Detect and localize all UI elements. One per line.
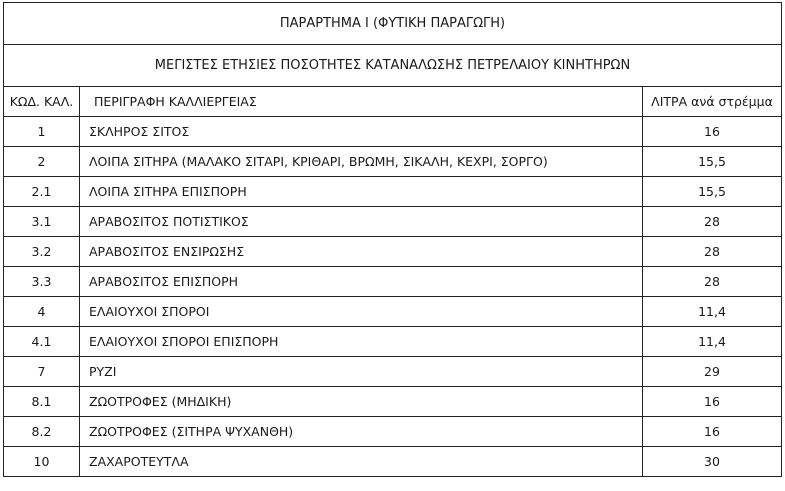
fuel-consumption-table — [3, 2, 782, 477]
document-page — [3, 2, 782, 488]
cell-liters: 16 — [642, 387, 781, 417]
column-header-code: ΚΩΔ. ΚΑΛ. — [4, 87, 80, 117]
subtitle-row — [4, 45, 782, 87]
cell-code: 1 — [4, 117, 80, 147]
cell-liters: 16 — [642, 417, 781, 447]
table-row — [4, 327, 782, 357]
cell-code: 3.1 — [4, 207, 80, 237]
table-row — [4, 147, 782, 177]
cell-description: ΖΩΟΤΡΟΦΕΣ (ΜΗΔΙΚΗ) — [80, 387, 643, 417]
table-row — [4, 357, 782, 387]
cell-liters: 28 — [642, 267, 781, 297]
cell-code: 4 — [4, 297, 80, 327]
table-title: ΠΑΡΑΡΤΗΜΑ Ι (ΦΥΤΙΚΗ ΠΑΡΑΓΩΓΗ) — [4, 3, 782, 45]
table-row — [4, 267, 782, 297]
cell-liters: 28 — [642, 237, 781, 267]
cell-description: ΖΩΟΤΡΟΦΕΣ (ΣΙΤΗΡΑ ΨΥΧΑΝΘΗ) — [80, 417, 643, 447]
cell-liters: 11,4 — [642, 297, 781, 327]
cell-code: 3.3 — [4, 267, 80, 297]
cell-liters: 28 — [642, 207, 781, 237]
cell-description: ΣΚΛΗΡΟΣ ΣΙΤΟΣ — [80, 117, 643, 147]
table-row — [4, 207, 782, 237]
cell-liters: 16 — [642, 117, 781, 147]
table-row — [4, 447, 782, 477]
table-subtitle: ΜΕΓΙΣΤΕΣ ΕΤΗΣΙΕΣ ΠΟΣΟΤΗΤΕΣ ΚΑΤΑΝΑΛΩΣΗΣ ΠΕΤΡΕΛΑΙΟΥ ΚΙΝΗΤΗΡΩΝ — [4, 45, 782, 87]
table-row — [4, 177, 782, 207]
cell-description: ΖΑΧΑΡΟΤΕΥΤΛΑ — [80, 447, 643, 477]
cell-code: 10 — [4, 447, 80, 477]
cell-description: ΕΛΑΙΟΥΧΟΙ ΣΠΟΡΟΙ — [80, 297, 643, 327]
cell-code: 7 — [4, 357, 80, 387]
cell-liters: 30 — [642, 447, 781, 477]
cell-description: ΑΡΑΒΟΣΙΤΟΣ ΕΝΣΙΡΩΣΗΣ — [80, 237, 643, 267]
cell-code: 4.1 — [4, 327, 80, 357]
table-row — [4, 417, 782, 447]
cell-code: 2 — [4, 147, 80, 177]
title-row — [4, 3, 782, 45]
cell-description: ΑΡΑΒΟΣΙΤΟΣ ΠΟΤΙΣΤΙΚΟΣ — [80, 207, 643, 237]
cell-liters: 29 — [642, 357, 781, 387]
cell-liters: 11,4 — [642, 327, 781, 357]
cell-description: ΕΛΑΙΟΥΧΟΙ ΣΠΟΡΟΙ ΕΠΙΣΠΟΡΗ — [80, 327, 643, 357]
cell-code: 8.1 — [4, 387, 80, 417]
cell-code: 2.1 — [4, 177, 80, 207]
table-row — [4, 237, 782, 267]
cell-description: ΛΟΙΠΑ ΣΙΤΗΡΑ ΕΠΙΣΠΟΡΗ — [80, 177, 643, 207]
column-header-liters: ΛΙΤΡΑ ανά στρέμμα — [642, 87, 781, 117]
table-row — [4, 297, 782, 327]
table-row — [4, 117, 782, 147]
column-header-description: ΠΕΡΙΓΡΑΦΗ ΚΑΛΛΙΕΡΓΕΙΑΣ — [80, 87, 643, 117]
cell-description: ΛΟΙΠΑ ΣΙΤΗΡΑ (ΜΑΛΑΚΟ ΣΙΤΑΡΙ, ΚΡΙΘΑΡΙ, ΒΡΩΜΗ, ΣΙΚΑΛΗ, ΚΕΧΡΙ, ΣΟΡΓΟ) — [80, 147, 643, 177]
cell-code: 3.2 — [4, 237, 80, 267]
table-row — [4, 387, 782, 417]
cell-code: 8.2 — [4, 417, 80, 447]
cell-description: ΑΡΑΒΟΣΙΤΟΣ ΕΠΙΣΠΟΡΗ — [80, 267, 643, 297]
cell-liters: 15,5 — [642, 147, 781, 177]
cell-liters: 15,5 — [642, 177, 781, 207]
column-header-row — [4, 87, 782, 117]
cell-description: ΡΥΖΙ — [80, 357, 643, 387]
